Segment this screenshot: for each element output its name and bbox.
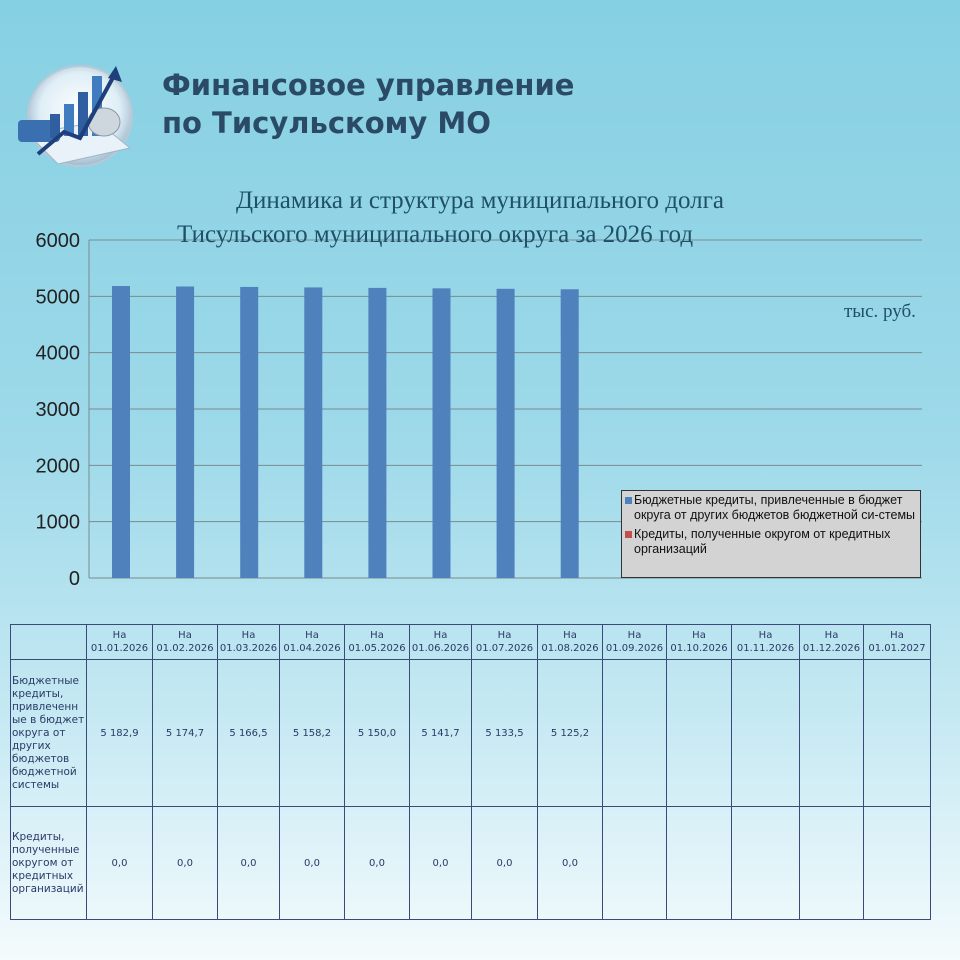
- table-cell: 0,0: [538, 807, 603, 920]
- chart-legend: [621, 490, 921, 578]
- table-header-cell: [11, 625, 87, 660]
- org-title-line2: по Тисульскому МО: [162, 106, 491, 140]
- bar-1-3: [240, 287, 258, 578]
- bar-1-4: [304, 287, 322, 578]
- legend-label-series2: Кредиты, полученные округом от кредитных организаций: [634, 527, 891, 556]
- legend-swatch-series1: [625, 497, 632, 504]
- legend-label-series1: Бюджетные кредиты, привлеченные в бюджет округа от других бюджетов бюджетной си-стемы: [634, 493, 916, 522]
- table-cell: 5 133,5: [472, 660, 538, 807]
- table-cell: [603, 660, 667, 807]
- bars: [112, 286, 579, 578]
- organization-title: [162, 66, 574, 142]
- table-header-cell: На 01.12.2026: [800, 625, 864, 660]
- y-tick-label: 0: [68, 568, 80, 590]
- bar-1-5: [368, 288, 386, 578]
- table-cell: 5 174,7: [153, 660, 218, 807]
- table-cell: [732, 660, 800, 807]
- bar-1-8: [561, 289, 579, 578]
- table-cell: 5 182,9: [87, 660, 153, 807]
- bar-1-1: [112, 286, 130, 578]
- y-tick-label: 6000: [35, 230, 80, 252]
- table-row-commercial-credits: [11, 807, 931, 920]
- table-cell: [800, 660, 864, 807]
- y-tick-label: 4000: [35, 342, 80, 365]
- table-cell: [800, 807, 864, 920]
- table-cell: 0,0: [280, 807, 345, 920]
- table-header-cell: На 01.08.2026: [538, 625, 603, 660]
- table-header-cell: На 01.09.2026: [603, 625, 667, 660]
- y-tick-label: 5000: [35, 286, 80, 309]
- table-row-label: Бюджетные кредиты, привлеченн ые в бюджет округа от других бюджетов бюджетной системы: [11, 660, 87, 807]
- legend-item-series1: [625, 493, 917, 523]
- table-header-row: [11, 625, 931, 660]
- unit-label: тыс. руб.: [844, 301, 916, 322]
- table-header-cell: На 01.01.2026: [87, 625, 153, 660]
- chart-title-line2: Тисульского муниципального округа за 2026 год: [176, 221, 694, 248]
- table-header-cell: На 01.11.2026: [732, 625, 800, 660]
- table-header-cell: На 01.02.2026: [153, 625, 218, 660]
- table-cell: [864, 660, 931, 807]
- legend-item-series2: [625, 527, 917, 557]
- table-cell: [864, 807, 931, 920]
- legend-swatch-series2: [625, 531, 632, 538]
- y-tick-label: 2000: [35, 455, 80, 478]
- table-header-cell: На 01.10.2026: [667, 625, 732, 660]
- table-cell: 5 125,2: [538, 660, 603, 807]
- logo-graphic: [18, 62, 138, 180]
- table-header-cell: На 01.07.2026: [472, 625, 538, 660]
- bar-1-7: [497, 289, 515, 578]
- table-header-cell: На 01.03.2026: [218, 625, 280, 660]
- table-header-cell: На 01.05.2026: [345, 625, 410, 660]
- table-cell: [667, 807, 732, 920]
- table-cell: 0,0: [218, 807, 280, 920]
- table-cell: [667, 660, 732, 807]
- data-table: [10, 624, 931, 920]
- y-tick-label: 1000: [35, 511, 80, 534]
- bar-1-6: [433, 288, 451, 578]
- table-cell: 0,0: [153, 807, 218, 920]
- table-cell: 0,0: [345, 807, 410, 920]
- table-header-cell: На 01.06.2026: [410, 625, 472, 660]
- y-axis-labels: [36, 230, 81, 590]
- table-cell: 0,0: [410, 807, 472, 920]
- table-cell: 0,0: [472, 807, 538, 920]
- table-cell: [732, 807, 800, 920]
- chart-title: [100, 184, 860, 252]
- table-row-budget-credits: [11, 660, 931, 807]
- table-cell: 0,0: [87, 807, 153, 920]
- table-row-label: Кредиты, полученные округом от кредитных организаций: [11, 807, 87, 920]
- chart-title-line1: Динамика и структура муниципального долга: [236, 187, 724, 214]
- table-cell: 5 141,7: [410, 660, 472, 807]
- table-cell: [603, 807, 667, 920]
- org-title-line1: Финансовое управление: [162, 68, 575, 102]
- table-cell: 5 158,2: [280, 660, 345, 807]
- bar-1-2: [176, 286, 194, 578]
- table-cell: 5 166,5: [218, 660, 280, 807]
- table-cell: 5 150,0: [345, 660, 410, 807]
- table-header-cell: На 01.04.2026: [280, 625, 345, 660]
- table-header-cell: На 01.01.2027: [864, 625, 931, 660]
- y-tick-label: 3000: [35, 399, 80, 421]
